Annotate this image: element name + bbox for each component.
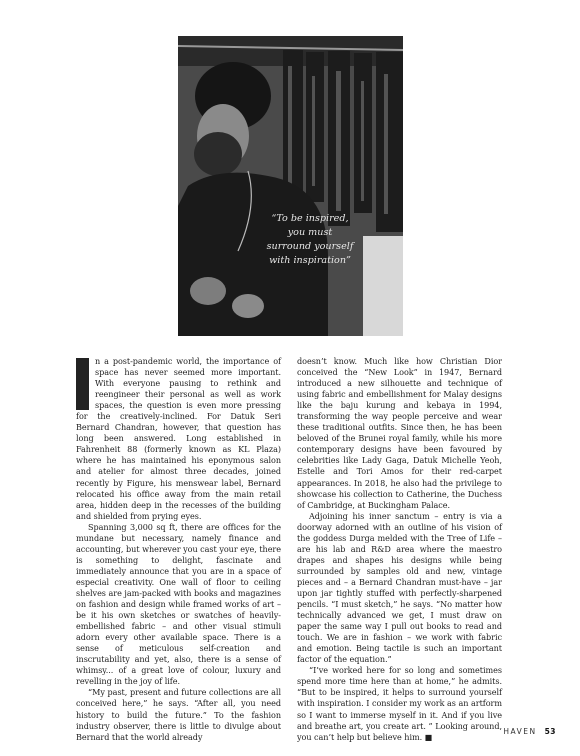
article-column-left: [76, 356, 281, 743]
paragraph-text: “I’ve worked here for so long and sometimes spend more time here than at home,” he admits. “But to be inspired, it helps to surround yourself with inspiration. I consider my work as an artform so I want to immerse myself in it. And if you live and breathe art, you create art. ” Looking around, you can’t help but believe him.: [297, 665, 502, 742]
paragraph: “My past, present and future collections are all conceived here,” he says. “After all, you need history to build the future.” To the fashion industry observer, there is little to divulge about Bernard that the world already: [76, 687, 281, 742]
paragraph: doesn’t know. Much like how Christian Dior conceived the “New Look” in 1947, Bernard introduced a new silhouette and technique of using fabric and embellishment for Malay designs like the baju kurung and kebaya in 1994, transforming the way people perceive and wear these traditional outfits. Since then, he has been beloved of the Brunei royal family, while his more contemporary designs have been favoured by celebrities like Lady Gaga, Datuk Michelle Yeoh, Estelle and Tori Amos for their red-carpet appearances. In 2018, he also had the privilege to showcase his collection to Catherine, the Duchess of Cambridge, at Buckingham Palace.: [297, 356, 502, 510]
drop-cap: [76, 358, 89, 410]
article-column-right: [297, 356, 502, 743]
portrait-illustration: [178, 36, 403, 336]
paragraph-text: n a post-pandemic world, the importance of space has never seemed more important. With everyone pausing to rethink and reengineer their personal as well as work spaces, the question is even more pressing for the creatively-inclined. For Datuk Seri Bernard Chandran, however, that question has long been answered. Long established in Fahrenheit 88 (formerly known as KL Plaza) where he has maintained his eponymous salon and atelier for almost three decades, joined recently by Figure, his menswear label, Bernard relocated his office away from the main retail area, hidden deep in the recesses of the building and shielded from prying eyes.: [76, 356, 281, 521]
end-mark-icon: ■: [424, 732, 433, 742]
paragraph: Adjoining his inner sanctum – entry is via a doorway adorned with an outline of his vision of the goddess Durga melded with the Tree of Life – are his lab and R&D area where the maestro drapes and shapes his designs while being surrounded by samples old and new, vintage pieces and – a Bernard Chandran must-have – jar upon jar tightly stuffed with perfectly-sharpened pencils. “I must sketch,” he says. “No matter how technically advanced we get, I must draw on paper the same way I pull out books to read and touch. We are in fashion – we work with fabric and emotion. Being tactile is such an important factor of the equation.”: [297, 510, 502, 665]
feature-photo: [178, 36, 403, 336]
page-footer: [503, 727, 556, 736]
paragraph: [76, 356, 281, 522]
page-number: 53: [544, 727, 556, 736]
magazine-name: HAVEN: [503, 727, 537, 736]
paragraph: Spanning 3,000 sq ft, there are offices for the mundane but necessary, namely finance and accounting, but wherever you cast your eye, there is something to delight, fascinate and immediately announce that you are in a space of especial creativity. One wall of floor to ceiling shelves are jam-packed with books and magazines on fashion and design while framed works of art – be it his own sketches or swatches of heavily-embellished fabric – and other visual stimuli adorn every other available space. There is a sense of meticulous self-creation and inscrutability and yet, also, there is a sense of whimsy... of a great love of colour, luxury and revelling in the joy of life.: [76, 521, 281, 687]
pull-quote: “To be inspired, you must surround yourself with inspiration”: [266, 213, 354, 266]
paragraph: [297, 665, 502, 742]
